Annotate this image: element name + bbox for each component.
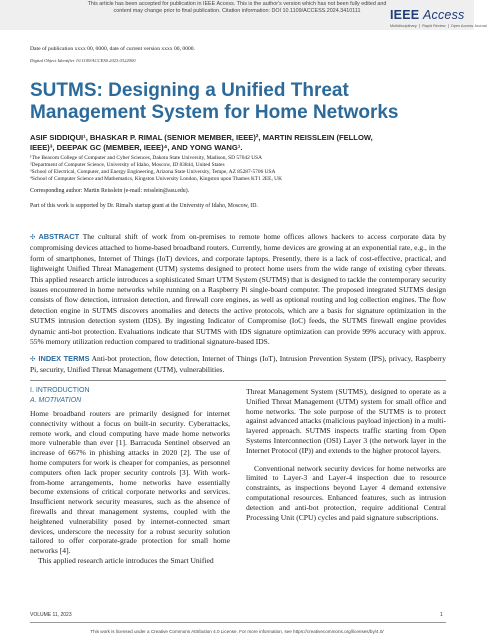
subsection-heading: A. MOTIVATION bbox=[30, 397, 82, 404]
index-terms bbox=[30, 354, 446, 376]
affiliation-4: ⁴School of Computer Science and Mathematics, Kingston University London, Kingston upon Thames KT1 2EE, UK bbox=[30, 176, 282, 182]
funding-note: Part of this work is supported by Dr. Rimal's startup grant at the University of Idaho, Moscow, ID. bbox=[30, 203, 258, 209]
author-line-2: IEEE)³, DEEPAK GC (MEMBER, IEEE)⁴, AND YONG WANG¹. bbox=[30, 142, 243, 152]
paragraph-gap bbox=[246, 456, 446, 464]
publication-dates: Date of publication xxxx 00, 0000, date of current version xxxx 00, 0000. bbox=[30, 46, 195, 52]
paragraph: Conventional network security devices for home networks are limited to Layer-3 and Layer-4 inspection due to resource constraints, as inspections beyond Layer 4 demand extensive computational resources. Enhanced features, such as intrusion detection and anti-bot protection, require additional Central Processing Unit (CPU) cycles and paid signature subscriptions. bbox=[246, 463, 446, 522]
section-heading: I. INTRODUCTION bbox=[30, 387, 90, 394]
right-column bbox=[246, 387, 446, 522]
abstract bbox=[30, 232, 446, 347]
index-terms-heading: INDEX TERMS bbox=[38, 354, 90, 363]
logo-name: Access bbox=[422, 8, 465, 22]
abstract-heading: ABSTRACT bbox=[38, 232, 80, 241]
journal-logo bbox=[390, 8, 464, 22]
left-column bbox=[30, 409, 230, 566]
page-number: 1 bbox=[440, 612, 443, 618]
affiliation-2: ²Department of Computer Science, University of Idaho, Moscow, ID 83844, United States bbox=[30, 162, 225, 168]
abstract-text: The cultural shift of work from on-premises to remote home offices allows hackers to access corporate data by compromising devices attached to home-based broadband routers. Currently, home devices are growing at an exponential rate, e.g., in the form of smartphones, Internet of Things (IoT) devices, and corporate laptops. Presently, there is a lack of cost-effective, practical, and lightweight Unified Threat Management (UTM) systems designed to protect home users from the wide range of existing cyber threats. This applied research article introduces a sophisticated Smart UTM System (SUTMS) that is designed to tackle the contemporary security issues encountered in home networks while running on a Raspberry Pi single-board computer. The proposed integrated SUTMS design consists of flow detection, intrusion detection, and firewall core engines, as well as optional routing and log collection engines. The flow detection engine in SUTMS discovers anomalies and detects the active protocols, which are a basis for signature optimization in the SUTMS intrusion detection system (IDS). By ingesting Indicator of Compromise (IoC) feeds, the SUTMS firewall engine provides dynamic anti-bot protection. Evaluations indicate that SUTMS with IDS signature optimization can provide 99% accuracy with approx. 55% memory utilization reduction compared to traditional signature-based IDS. bbox=[30, 232, 446, 347]
affiliation-3: ³School of Electrical, Computer, and Energy Engineering, Arizona State University, Tempe, AZ 85287-5706 USA bbox=[30, 169, 276, 175]
doi-line: Digital Object Identifier 10.1109/ACCESS.2023.0322000 bbox=[30, 58, 136, 63]
logo-tagline: Multidisciplinary ❘ Rapid Review ❘ Open Access Journal bbox=[390, 24, 487, 28]
paragraph: This applied research article introduces the Smart Unified bbox=[38, 555, 214, 565]
footer-divider bbox=[30, 622, 446, 623]
author-line-1: ASIF SIDDIQUI¹, BHASKAR P. RIMAL (SENIOR MEMBER, IEEE)², MARTIN REISSLEIN (FELLOW, bbox=[30, 133, 373, 142]
license-notice: This work is licensed under a Creative Commons Attribution 4.0 License. For more information, see https://creativecommons.org/licenses/by/4.0/ bbox=[90, 629, 384, 634]
logo-brand: IEEE bbox=[390, 8, 420, 22]
index-terms-text: Anti-bot protection, flow detection, Internet of Things (IoT), Intrusion Prevention System (IPS), privacy, Raspberry Pi, security, Unified Threat Management (UTM), vulnerabilities. bbox=[30, 354, 446, 375]
abstract-ornament-icon: ✣ bbox=[30, 234, 36, 241]
author-list bbox=[30, 133, 450, 152]
banner-notice-line-2: content may change prior to final publication. Citation information: DOI 10.1109/ACCESS.2024.3410111 bbox=[113, 8, 361, 14]
paper-title: SUTMS: Designing a Unified Threat Management System for Home Networks bbox=[30, 80, 399, 123]
affiliation-1: ¹The Beacom College of Computer and Cyber Sciences, Dakota State University, Madison, SD 57042 USA bbox=[30, 155, 262, 161]
banner-notice-line-1: This article has been accepted for publication in IEEE Access. This is the author's version which has not been fully edited and bbox=[87, 1, 387, 7]
corresponding-author: Corresponding author: Martin Reisslein (e-mail: reisslein@asu.edu). bbox=[30, 188, 190, 194]
paragraph: Home broadband routers are primarily designed for internet connectivity without a focus on built-in security. Cyberattacks, remote work, and cloud computing have made home networks more vulnerable than ever [1]. Barracuda Sentinel observed an increase of 667% in phishing attacks in 2020 [2]. The use of home computers for work is cheaper for companies, as personnel computers often lack proper security controls [3]. With work-from-home arrangements, home networks have essentially become extensions of critical corporate networks and services. Insufficient network security measures, such as the absence of firewalls and threat management systems, coupled with the heightened vulnerability posed by internet-connected smart devices, underscore the necessity for a robust security solution tailored to offer corporate-grade protection for small home networks [4]. bbox=[30, 409, 230, 556]
index-terms-ornament-icon: ✣ bbox=[30, 356, 36, 363]
section-divider bbox=[30, 380, 446, 381]
paragraph: Threat Management System (SUTMS), designed to operate as a Unified Threat Management (UTM) system for small office and home networks. The sole purpose of the SUTMS is to protect against advanced attacks (malicious payload injection) in a multi-layered approach. SUTMS inspects traffic starting from Open Systems Interconnection (OSI) Layer 3 (the network layer in the Internet Protocol (IP)) and extends to the higher protocol layers. bbox=[246, 387, 446, 455]
volume-label: VOLUME 11, 2023 bbox=[30, 612, 72, 618]
